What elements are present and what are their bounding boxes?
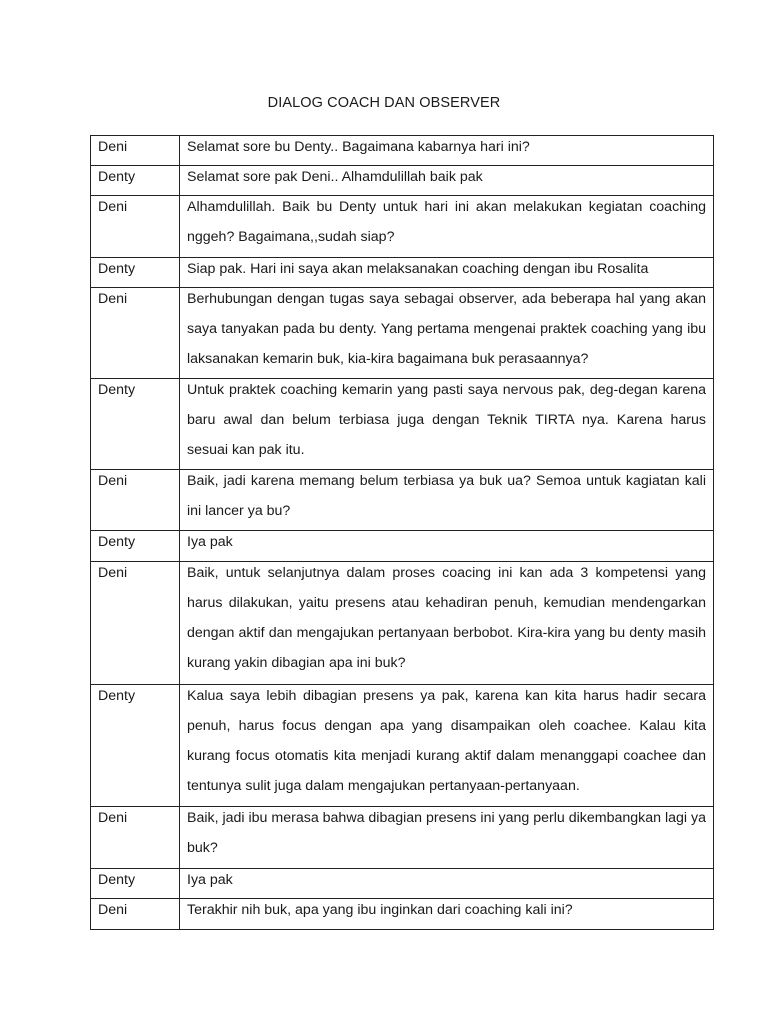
table-row [91, 531, 714, 562]
speaker-cell: Denty [91, 258, 180, 288]
table-row [91, 288, 714, 379]
utterance-cell [180, 470, 714, 531]
utterance-cell [180, 899, 714, 930]
table-row [91, 470, 714, 531]
dialog-table [90, 135, 714, 930]
speaker-cell: Deni [91, 196, 180, 258]
utterance-text: Iya pak [187, 534, 233, 550]
utterance-text: Baik, jadi ibu merasa bahwa dibagian presens ini yang perlu dikembangkan lagi ya buk? [187, 810, 706, 856]
table-row [91, 807, 714, 869]
utterance-cell [180, 288, 714, 379]
speaker-cell: Deni [91, 470, 180, 531]
document-title: DIALOG COACH DAN OBSERVER [267, 95, 501, 111]
utterance-text: Kalua saya lebih dibagian presens ya pak, karena kan kita harus hadir secara penuh, harus focus dengan apa yang disampaikan oleh coachee. Kalau kita kurang focus otomatis kita menjadi kurang aktif dalam menanggapi coachee dan tentunya sulit juga dalam mengajukan pertanyaan-pertanyaan. [187, 688, 706, 794]
speaker-cell: Denty [91, 685, 180, 807]
utterance-cell [180, 136, 714, 166]
utterance-cell [180, 531, 714, 562]
speaker-cell: Deni [91, 807, 180, 869]
table-row [91, 899, 714, 930]
utterance-cell [180, 562, 714, 685]
speaker-cell: Deni [91, 899, 180, 930]
speaker-cell: Deni [91, 136, 180, 166]
table-row [91, 136, 714, 166]
utterance-text: Terakhir nih buk, apa yang ibu inginkan dari coaching kali ini? [187, 902, 573, 918]
utterance-text: Selamat sore bu Denty.. Bagaimana kabarnya hari ini? [187, 139, 530, 155]
table-row [91, 258, 714, 288]
speaker-cell: Denty [91, 379, 180, 470]
speaker-cell: Denty [91, 166, 180, 196]
dialog-table-body [91, 136, 714, 930]
utterance-cell [180, 196, 714, 258]
speaker-cell: Denty [91, 531, 180, 562]
utterance-cell [180, 166, 714, 196]
speaker-cell: Deni [91, 562, 180, 685]
table-row [91, 196, 714, 258]
utterance-text: Baik, untuk selanjutnya dalam proses coacing ini kan ada 3 kompetensi yang harus dilakukan, yaitu presens atau kehadiran penuh, kemudian mendengarkan dengan aktif dan mengajukan pertanyaan berbobot. Kira-kira yang bu denty masih kurang yakin dibagian apa ini buk? [187, 565, 706, 671]
utterance-text: Berhubungan dengan tugas saya sebagai observer, ada beberapa hal yang akan saya tanyakan pada bu denty. Yang pertama mengenai praktek coaching yang ibu laksanakan kemarin buk, kia-kira bagaimana buk perasaannya? [187, 291, 706, 367]
table-row [91, 562, 714, 685]
speaker-cell: Denty [91, 869, 180, 899]
table-row [91, 166, 714, 196]
table-row [91, 685, 714, 807]
utterance-cell [180, 685, 714, 807]
utterance-cell [180, 807, 714, 869]
utterance-text: Untuk praktek coaching kemarin yang pasti saya nervous pak, deg-degan karena baru awal dan belum terbiasa juga dengan Teknik TIRTA nya. Karena harus sesuai kan pak itu. [187, 382, 706, 458]
utterance-text: Alhamdulillah. Baik bu Denty untuk hari ini akan melakukan kegiatan coaching nggeh? Bagaimana,,sudah siap? [187, 199, 706, 245]
utterance-cell [180, 869, 714, 899]
utterance-text: Baik, jadi karena memang belum terbiasa ya buk ua? Semoa untuk kagiatan kali ini lancer ya bu? [187, 473, 706, 519]
utterance-text: Siap pak. Hari ini saya akan melaksanakan coaching dengan ibu Rosalita [187, 261, 649, 277]
utterance-text: Iya pak [187, 872, 233, 888]
utterance-text: Selamat sore pak Deni.. Alhamdulillah baik pak [187, 169, 483, 185]
speaker-cell: Deni [91, 288, 180, 379]
table-row [91, 379, 714, 470]
table-row [91, 869, 714, 899]
utterance-cell [180, 379, 714, 470]
utterance-cell [180, 258, 714, 288]
